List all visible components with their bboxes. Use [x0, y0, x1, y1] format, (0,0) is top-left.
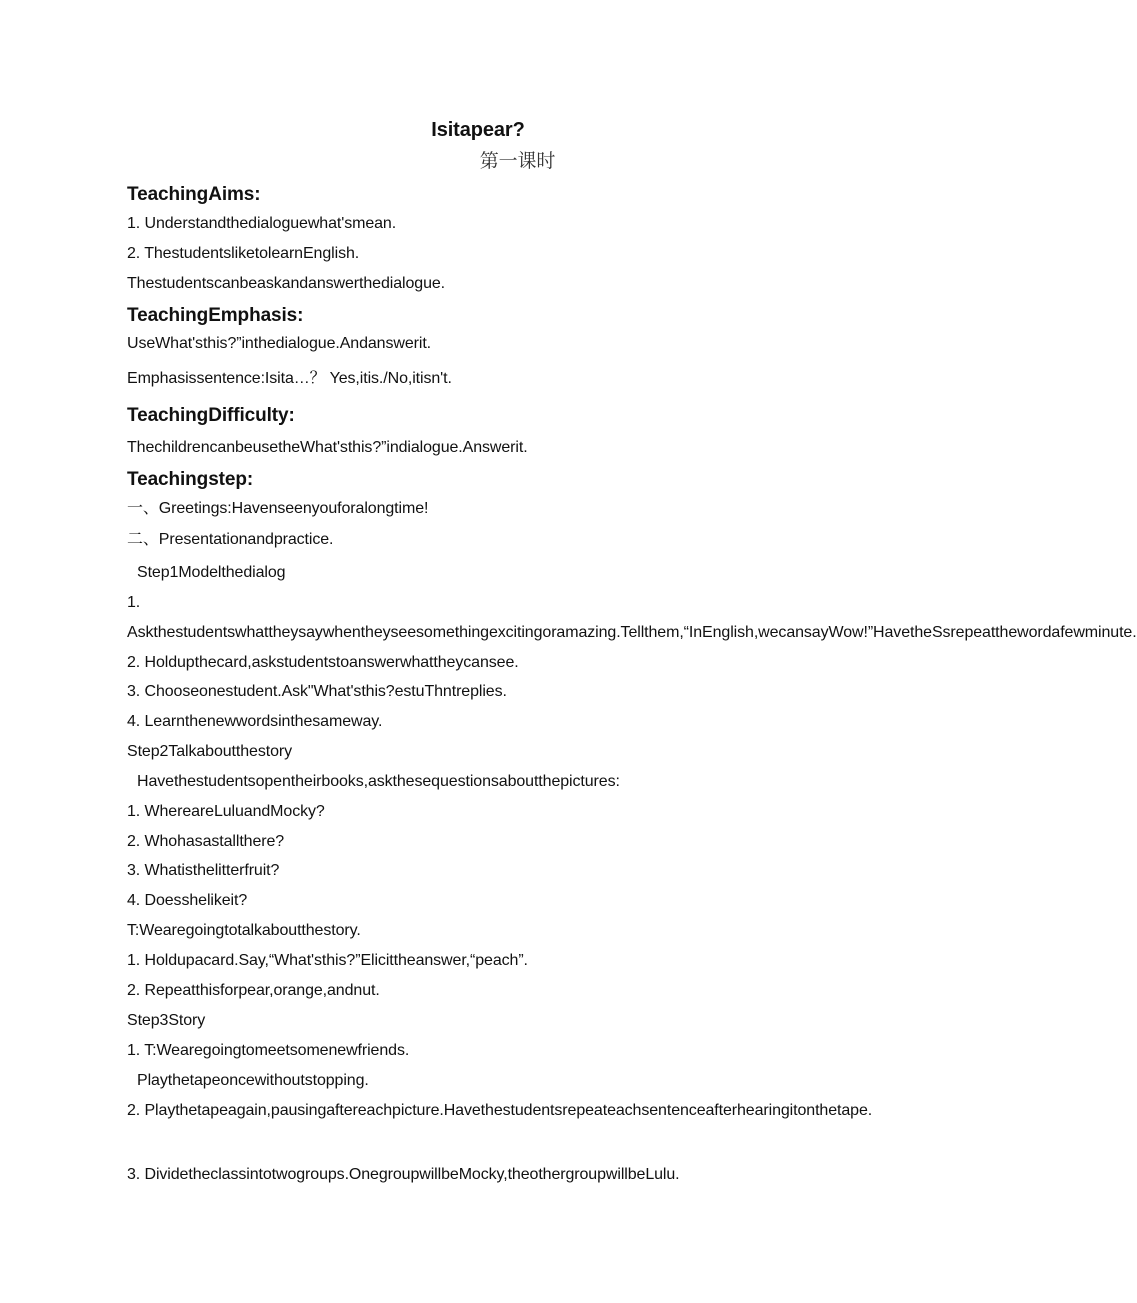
emphasis-heading: TeachingEmphasis:	[127, 305, 304, 326]
step3-item: 1. T:Wearegoingtomeetsomenewfriends.	[127, 1042, 410, 1059]
aims-line: 1. Understandthedialoguewhat'smean.	[127, 215, 397, 232]
greetings-line: 一、Greetings:Havenseenyouforalongtime!	[127, 500, 429, 517]
emphasis-line: UseWhat'sthis?”inthedialogue.Andanswerit.	[127, 335, 432, 352]
step1-title: Step1Modelthedialog	[137, 564, 286, 581]
aims-line: Thestudentscanbeaskandanswerthedialogue.	[127, 275, 446, 292]
presentation-line: 二、Presentationandpractice.	[127, 531, 334, 548]
step2-intro: Havethestudentsopentheirbooks,askthesequestionsaboutthepictures:	[137, 773, 620, 790]
step2-activity: 1. Holdupacard.Say,“What'sthis?”Elicittheanswer,“peach”.	[127, 952, 528, 969]
step1-item: 2. Holdupthecard,askstudentstoanswerwhattheycansee.	[127, 654, 519, 671]
step2-activity: 2. Repeatthisforpear,orange,andnut.	[127, 982, 380, 999]
step2-question: 2. Whohasastallthere?	[127, 833, 285, 850]
step3-title: Step3Story	[127, 1012, 206, 1029]
step2-question: 4. Doesshelikeit?	[127, 892, 248, 909]
step2-title: Step2Talkaboutthestory	[127, 743, 293, 760]
step1-item: 3. Chooseonestudent.Ask"What'sthis?estuThntreplies.	[127, 683, 507, 700]
step2-question: 3. Whatisthelitterfruit?	[127, 862, 280, 879]
aims-line: 2. ThestudentsliketolearnEnglish.	[127, 245, 360, 262]
page-title: Isitapear?	[431, 119, 525, 141]
difficulty-heading: TeachingDifficulty:	[127, 405, 295, 426]
step3-item: 2. Playthetapeagain,pausingaftereachpicture.Havethestudentsrepeateachsentenceafterhearingitonthetape.	[127, 1102, 873, 1119]
step2-teacher-line: T:Wearegoingtotalkaboutthestory.	[127, 922, 361, 939]
difficulty-line: ThechildrencanbeusetheWhat'sthis?”indialogue.Answerit.	[127, 439, 528, 456]
page-subtitle: 第一课时	[479, 150, 556, 172]
step1-item: 4. Learnthenewwordsinthesameway.	[127, 713, 383, 730]
steps-heading: Teachingstep:	[127, 469, 254, 490]
emphasis-line: Emphasissentence:Isita…？ Yes,itis./No,itisn't.	[127, 370, 452, 387]
step1-item: 1. Askthestudentswhattheysaywhentheyseesomethingexcitingoramazing.Tellthem,“InEnglish,wecansayWow!”HavetheSsrepeatthewordafewminute.	[127, 594, 1137, 641]
step3-item-detail: Playthetapeoncewithoutstopping.	[137, 1072, 369, 1089]
step3-item: 3. Dividetheclassintotwogroups.OnegroupwillbeMocky,theothergroupwillbeLulu.	[127, 1166, 680, 1183]
step2-question: 1. WhereareLuluandMocky?	[127, 803, 325, 820]
aims-heading: TeachingAims:	[127, 184, 261, 205]
